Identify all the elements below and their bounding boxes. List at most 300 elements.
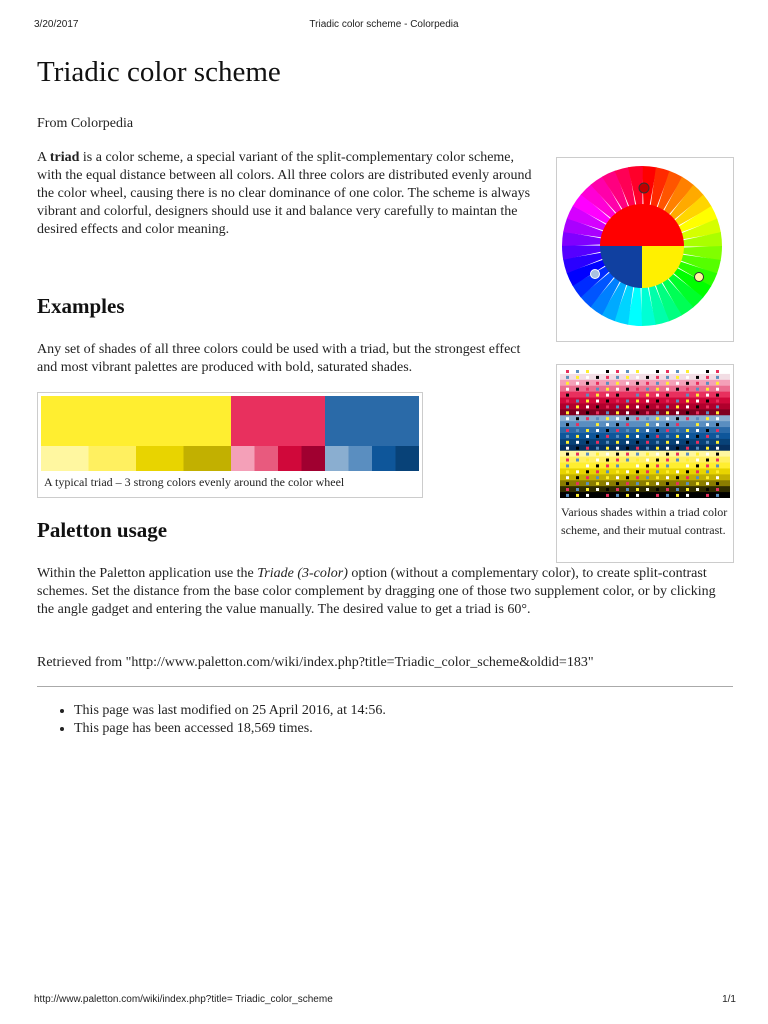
shades-grid-caption: Various shades within a triad color scheme, and their mutual contrast. [561,505,728,537]
contrast-dot [646,488,649,491]
paletton-text-a: Within the Paletton application use the [37,566,258,581]
contrast-dot [656,376,659,379]
contrast-dot [626,423,629,426]
shade-band [560,368,730,374]
shade-band [560,380,730,386]
contrast-dot [706,370,709,373]
contrast-dot [686,405,689,408]
contrast-dot [646,482,649,485]
contrast-dot [666,482,669,485]
shade-band [560,468,730,474]
contrast-dot [706,476,709,479]
contrast-dot [586,435,589,438]
intro-text-b: is a color scheme, a special variant of the split-complementary color scheme, with the equal distance between all colors. All three colors are distributed evenly around the color wheel, causing there is no clear dominance of one color. The scheme is always vibrant and colorful, designers should use it and balance very carefully to maintan the desired effects and color meaning. [37,150,532,237]
contrast-dot [576,423,579,426]
contrast-dot [696,441,699,444]
paletton-paragraph [37,565,727,619]
contrast-dot [606,417,609,420]
contrast-dot [626,441,629,444]
contrast-dot [576,376,579,379]
contrast-dot [566,453,569,456]
print-header-title: Triadic color scheme - Colorpedia [309,19,459,30]
contrast-dot [596,453,599,456]
contrast-dot [686,382,689,385]
contrast-dot [616,388,619,391]
contrast-dot [636,494,639,497]
contrast-dot [666,370,669,373]
contrast-dot [656,441,659,444]
contrast-dot [636,435,639,438]
shade-band [560,457,730,463]
shade-band [560,463,730,469]
contrast-dot [576,464,579,467]
contrast-dot [626,400,629,403]
contrast-dot [596,423,599,426]
contrast-dot [596,447,599,450]
contrast-dot [586,488,589,491]
yellow-shade-swatch [89,446,137,471]
contrast-dot [666,417,669,420]
shade-band [560,421,730,427]
contrast-dot [586,388,589,391]
contrast-dot [566,417,569,420]
yellow-shade-swatch [41,446,89,471]
contrast-dot [616,470,619,473]
contrast-dot [656,400,659,403]
access-count-item: • This page has been accessed 18,569 times. [74,720,386,738]
contrast-dot [686,488,689,491]
contrast-dot [656,435,659,438]
shade-band [560,433,730,439]
contrast-dot [666,405,669,408]
contrast-dot [706,400,709,403]
paletton-heading: Paletton usage [37,518,168,542]
contrast-dot [566,376,569,379]
contrast-dot [616,476,619,479]
contrast-dot [616,411,619,414]
contrast-dot [596,459,599,462]
contrast-dot [686,400,689,403]
contrast-dot [676,394,679,397]
contrast-dot [636,482,639,485]
contrast-dot [646,476,649,479]
contrast-dot [596,494,599,497]
contrast-dot [706,447,709,450]
wheel-red-marker [639,183,649,193]
contrast-dot [686,388,689,391]
contrast-dot [616,423,619,426]
contrast-dot [586,464,589,467]
contrast-dot [676,441,679,444]
contrast-dot [596,476,599,479]
contrast-dot [576,476,579,479]
contrast-dot [596,417,599,420]
contrast-dot [656,388,659,391]
contrast-dot [596,435,599,438]
contrast-dot [686,464,689,467]
contrast-dot [636,370,639,373]
contrast-dot [566,435,569,438]
contrast-dot [586,494,589,497]
contrast-dot [646,411,649,414]
contrast-dot [686,417,689,420]
contrast-dot [646,429,649,432]
contrast-dot [716,394,719,397]
contrast-dot [566,411,569,414]
contrast-dot [666,400,669,403]
blue-main-swatch [325,396,419,446]
contrast-dot [706,429,709,432]
contrast-dot [666,411,669,414]
contrast-dot [596,488,599,491]
contrast-dot [576,470,579,473]
page-source: From Colorpedia [37,116,134,131]
contrast-dot [626,459,629,462]
contrast-dot [626,464,629,467]
contrast-dot [626,482,629,485]
contrast-dot [706,417,709,420]
contrast-dot [696,447,699,450]
red-shade-swatch [278,446,302,471]
examples-paragraph: Any set of shades of all three colors could be used with a triad, but the strongest effect and most vibrant palettes are produced with bold, saturated shades. [37,342,521,375]
shade-band [560,374,730,380]
triad-swatches [41,396,419,471]
contrast-dot [616,488,619,491]
contrast-dot [636,453,639,456]
contrast-dot [636,405,639,408]
contrast-dot [576,405,579,408]
contrast-dot [636,476,639,479]
contrast-dot [586,482,589,485]
contrast-dot [716,464,719,467]
contrast-dot [626,476,629,479]
contrast-dot [566,382,569,385]
contrast-dot [586,423,589,426]
contrast-dot [676,447,679,450]
contrast-dot [586,429,589,432]
contrast-dot [686,441,689,444]
contrast-dot [666,447,669,450]
contrast-dot [586,394,589,397]
contrast-dot [606,411,609,414]
contrast-dot [716,482,719,485]
contrast-dot [616,464,619,467]
contrast-dot [626,435,629,438]
contrast-dot [686,435,689,438]
contrast-dot [566,370,569,373]
contrast-dot [656,494,659,497]
contrast-dot [616,394,619,397]
contrast-dot [686,429,689,432]
contrast-dot [626,429,629,432]
contrast-dot [656,447,659,450]
contrast-dot [646,370,649,373]
contrast-dot [666,429,669,432]
contrast-dot [686,482,689,485]
print-footer-url: http://www.paletton.com/wiki/index.php?title= Triadic_color_scheme [34,994,333,1005]
contrast-dot [616,494,619,497]
contrast-dot [696,476,699,479]
contrast-dot [646,494,649,497]
shade-band [560,386,730,392]
yellow-shade-swatch [136,446,184,471]
contrast-dot [636,423,639,426]
contrast-dot [586,382,589,385]
shade-band [560,427,730,433]
contrast-dot [646,417,649,420]
shades-grid-image [560,368,730,498]
contrast-dot [566,400,569,403]
contrast-dot [656,476,659,479]
contrast-dot [576,447,579,450]
contrast-dot [596,482,599,485]
color-wheel-image [560,161,730,338]
contrast-dot [676,453,679,456]
contrast-dot [686,476,689,479]
yellow-main-swatch [41,396,231,446]
contrast-dot [566,394,569,397]
contrast-dot [656,453,659,456]
contrast-dot [626,370,629,373]
contrast-dot [566,482,569,485]
contrast-dot [696,470,699,473]
contrast-dot [596,405,599,408]
shade-band [560,480,730,486]
contrast-dot [616,459,619,462]
contrast-dot [636,417,639,420]
shade-band [560,486,730,492]
contrast-dot [676,370,679,373]
contrast-dot [606,382,609,385]
contrast-dot [636,447,639,450]
contrast-dot [576,417,579,420]
paletton-text-b: option (without a complementary color), to create split-contrast schemes. Set the distance from the base color complement by dragging one of those two supplement color, or by clicking the angle gadget and entering the value manually. The desired value to get a triad is 60°. [37,566,716,617]
contrast-dot [676,464,679,467]
contrast-dot [566,494,569,497]
contrast-dot [616,447,619,450]
contrast-dot [626,388,629,391]
contrast-dot [606,470,609,473]
contrast-dot [676,476,679,479]
wheel-blue-marker [591,270,600,279]
contrast-dot [566,464,569,467]
contrast-dot [586,476,589,479]
contrast-dot [646,441,649,444]
contrast-dot [626,411,629,414]
contrast-dot [666,476,669,479]
contrast-dot [676,376,679,379]
shade-band [560,403,730,409]
contrast-dot [586,405,589,408]
contrast-dot [596,470,599,473]
contrast-dot [616,435,619,438]
contrast-dot [576,429,579,432]
retrieved-from: Retrieved from "http://www.paletton.com/wiki/index.php?title=Triadic_color_scheme&oldid=183" [37,655,594,670]
yellow-shade-swatch [184,446,232,471]
contrast-dot [606,488,609,491]
intro-term: triad [49,150,80,165]
contrast-dot [696,417,699,420]
contrast-dot [566,447,569,450]
contrast-dot [696,411,699,414]
contrast-dot [716,400,719,403]
contrast-dot [596,370,599,373]
contrast-dot [646,470,649,473]
contrast-dot [646,388,649,391]
triad-figure [37,392,423,498]
contrast-dot [636,388,639,391]
contrast-dot [626,447,629,450]
contrast-dot [566,441,569,444]
contrast-dot [616,441,619,444]
contrast-dot [706,376,709,379]
contrast-dot [706,459,709,462]
contrast-dot [606,464,609,467]
shade-band [560,445,730,451]
contrast-dot [676,488,679,491]
page-info-list [56,702,386,738]
contrast-dot [696,376,699,379]
contrast-dot [626,405,629,408]
contrast-dot [606,429,609,432]
contrast-dot [716,405,719,408]
contrast-dot [606,423,609,426]
contrast-dot [626,494,629,497]
contrast-dot [656,370,659,373]
contrast-dot [596,464,599,467]
contrast-dot [606,476,609,479]
contrast-dot [666,423,669,426]
contrast-dot [576,394,579,397]
contrast-dot [686,394,689,397]
contrast-dot [606,376,609,379]
footer-divider [37,686,733,687]
contrast-dot [586,459,589,462]
contrast-dot [666,388,669,391]
contrast-dot [576,453,579,456]
contrast-dot [606,447,609,450]
contrast-dot [676,459,679,462]
contrast-dot [576,488,579,491]
contrast-dot [596,400,599,403]
contrast-dot [666,464,669,467]
contrast-dot [656,394,659,397]
contrast-dot [676,405,679,408]
blue-shade-swatch [372,446,396,471]
contrast-dot [606,394,609,397]
print-header-date: 3/20/2017 [34,19,79,30]
contrast-dot [696,435,699,438]
contrast-dot [716,441,719,444]
contrast-dot [686,370,689,373]
contrast-dot [576,494,579,497]
contrast-dot [666,394,669,397]
contrast-dot [676,417,679,420]
contrast-dot [676,411,679,414]
contrast-dot [676,423,679,426]
contrast-dot [656,423,659,426]
contrast-dot [596,411,599,414]
contrast-dot [646,394,649,397]
contrast-dot [706,453,709,456]
contrast-dot [706,382,709,385]
contrast-dot [566,405,569,408]
contrast-dot [716,494,719,497]
contrast-dot [716,470,719,473]
contrast-dot [636,441,639,444]
contrast-dot [706,405,709,408]
contrast-dot [596,429,599,432]
contrast-dot [696,394,699,397]
contrast-dot [666,494,669,497]
red-shade-swatch [255,446,279,471]
contrast-dot [606,405,609,408]
contrast-dot [616,482,619,485]
contrast-dot [606,453,609,456]
contrast-dot [586,411,589,414]
contrast-dot [586,370,589,373]
contrast-dot [616,370,619,373]
shade-band [560,409,730,415]
contrast-dot [606,441,609,444]
contrast-dot [676,400,679,403]
contrast-dot [576,441,579,444]
contrast-dot [606,388,609,391]
contrast-dot [646,459,649,462]
contrast-dot [666,459,669,462]
contrast-dot [596,376,599,379]
contrast-dot [626,488,629,491]
contrast-dot [656,459,659,462]
shade-band [560,439,730,445]
blue-shade-swatch [325,446,349,471]
triad-caption: A typical triad – 3 strong colors evenly around the color wheel [44,475,345,489]
contrast-dot [646,400,649,403]
contrast-dot [586,400,589,403]
contrast-dot [636,400,639,403]
wheel-yellow-marker [695,273,704,282]
contrast-dot [636,470,639,473]
contrast-dot [696,453,699,456]
contrast-dot [696,388,699,391]
contrast-dot [626,382,629,385]
contrast-dot [636,411,639,414]
contrast-dot [626,417,629,420]
print-footer-page: 1/1 [722,994,736,1005]
contrast-dot [666,453,669,456]
contrast-dot [676,482,679,485]
contrast-dot [576,482,579,485]
contrast-dot [606,482,609,485]
contrast-dot [686,453,689,456]
contrast-dot [636,464,639,467]
contrast-dot [716,447,719,450]
contrast-dot [616,382,619,385]
contrast-dot [656,405,659,408]
contrast-dot [706,423,709,426]
contrast-dot [706,494,709,497]
shade-band [560,451,730,457]
contrast-dot [606,370,609,373]
examples-heading: Examples [37,294,125,318]
contrast-dot [656,482,659,485]
contrast-dot [596,388,599,391]
contrast-dot [596,441,599,444]
shade-band [560,492,730,498]
contrast-dot [576,382,579,385]
contrast-dot [706,394,709,397]
intro-paragraph [37,149,532,239]
